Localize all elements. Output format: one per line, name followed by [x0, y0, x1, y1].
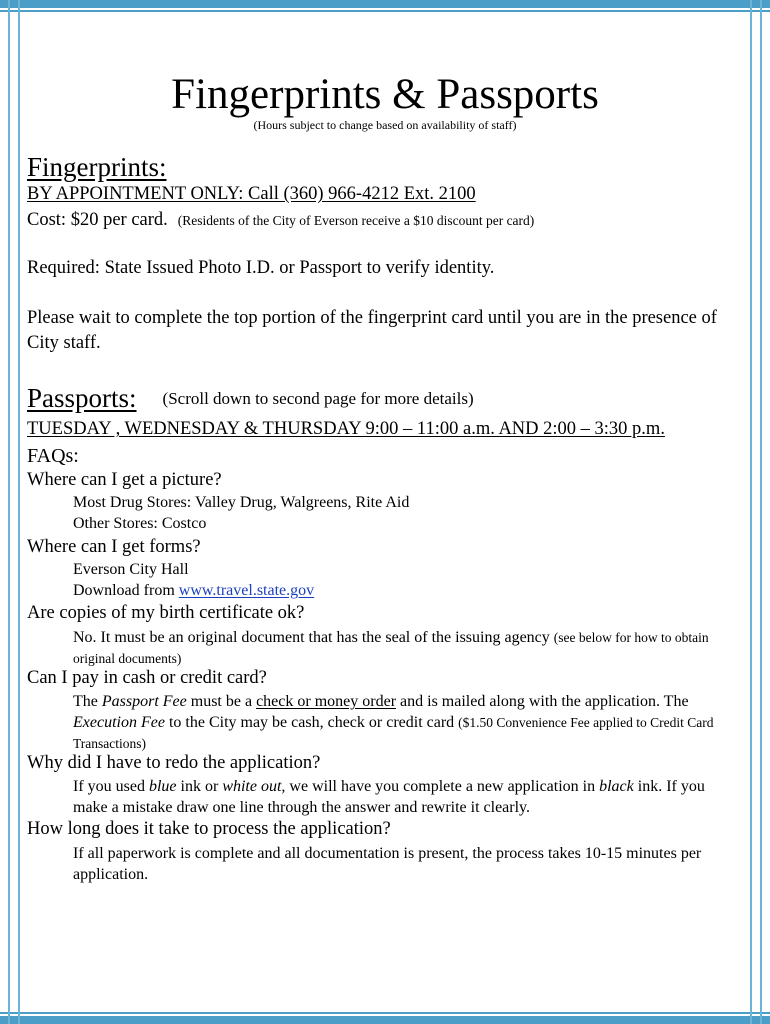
fingerprints-wait-note: Please wait to complete the top portion of the fingerprint card until you are in the presence of City staff.: [27, 308, 717, 353]
payment-text-4: to the City may be cash, check or credit card: [164, 714, 459, 731]
border-bottom: [0, 1016, 770, 1024]
border-right: [760, 0, 762, 1024]
fingerprints-required: Required: State Issued Photo I.D. or Passport to verify identity.: [27, 258, 495, 278]
redo-text-2: ink or: [176, 778, 223, 795]
passports-scroll-note: (Scroll down to second page for more details): [162, 389, 474, 408]
border-right-inner: [750, 0, 752, 1024]
page-subtitle: (Hours subject to change based on availability of staff): [253, 118, 517, 132]
faq-question-processing: How long does it take to process the application?: [27, 819, 391, 839]
faq-answer-processing: If all paperwork is complete and all documentation is present, the process takes 10-15 minutes per application.: [73, 845, 702, 883]
passports-heading: Passports:: [27, 383, 137, 413]
border-top-inner: [0, 10, 770, 12]
redo-text-3: we will have you complete a new application in: [285, 778, 600, 795]
faq-answer-picture-2: Other Stores: Costco: [73, 515, 207, 532]
faq-answer-picture-1: Most Drug Stores: Valley Drug, Walgreens, Rite Aid: [73, 494, 410, 511]
fingerprints-heading: Fingerprints:: [27, 152, 167, 182]
download-prefix: Download from: [73, 582, 179, 599]
faqs-label: FAQs:: [27, 445, 79, 467]
faq-question-forms: Where can I get forms?: [27, 537, 201, 557]
redo-white-out: white out,: [222, 778, 286, 795]
passports-heading-line: [27, 383, 474, 414]
border-left: [8, 0, 10, 1024]
faq-answer-birth-certificate: [73, 627, 738, 669]
passport-fee-term: Passport Fee: [101, 693, 187, 710]
redo-text-1: If you used: [73, 778, 149, 795]
faq-answer-forms-1: Everson City Hall: [73, 561, 189, 578]
faq-answer-forms-2: [73, 582, 314, 600]
faq-answer-payment: [73, 691, 728, 754]
faq-answer-redo: [73, 776, 738, 818]
convenience-fee-note: ($1.50 Convenience Fee applied to Credit Card Transactions): [73, 715, 714, 751]
faq-question-payment: Can I pay in cash or credit card?: [27, 668, 267, 688]
redo-blue: blue: [148, 778, 177, 795]
execution-fee-term: Execution Fee: [73, 714, 165, 731]
fingerprints-cost-note: (Residents of the City of Everson receive a $10 discount per card): [177, 213, 535, 228]
faq-question-picture: Where can I get a picture?: [27, 470, 222, 490]
birth-certificate-main: No. It must be an original document that has the seal of the issuing agency: [73, 629, 550, 646]
birth-certificate-note: (see below for how to obtain original documents): [73, 630, 709, 666]
redo-text-4: ink. If you make a mistake draw one line through the answer and rewrite it clearly.: [73, 778, 705, 816]
border-bottom-inner: [0, 1012, 770, 1014]
border-left-inner: [18, 0, 20, 1024]
fingerprints-cost: Cost: $20 per card.: [27, 210, 168, 230]
page-title: Fingerprints & Passports: [171, 71, 599, 118]
travel-state-gov-link[interactable]: www.travel.state.gov: [178, 582, 315, 599]
faq-question-redo: Why did I have to redo the application?: [27, 753, 321, 773]
border-top: [0, 0, 770, 8]
payment-text-2: must be a: [186, 693, 257, 710]
fingerprints-appointment: BY APPOINTMENT ONLY: Call (360) 966-4212 Ext. 2100: [27, 184, 476, 204]
check-or-money-order: check or money order: [256, 693, 397, 710]
payment-text-1: The: [73, 693, 102, 710]
faq-question-birth-certificate: Are copies of my birth certificate ok?: [27, 603, 305, 623]
redo-black: black: [599, 778, 634, 795]
fingerprints-cost-line: [27, 210, 534, 231]
passports-hours: TUESDAY , WEDNESDAY & THURSDAY 9:00 – 11:00 a.m. AND 2:00 – 3:30 p.m.: [27, 419, 665, 439]
payment-text-3: and is mailed along with the application. The: [396, 693, 689, 710]
